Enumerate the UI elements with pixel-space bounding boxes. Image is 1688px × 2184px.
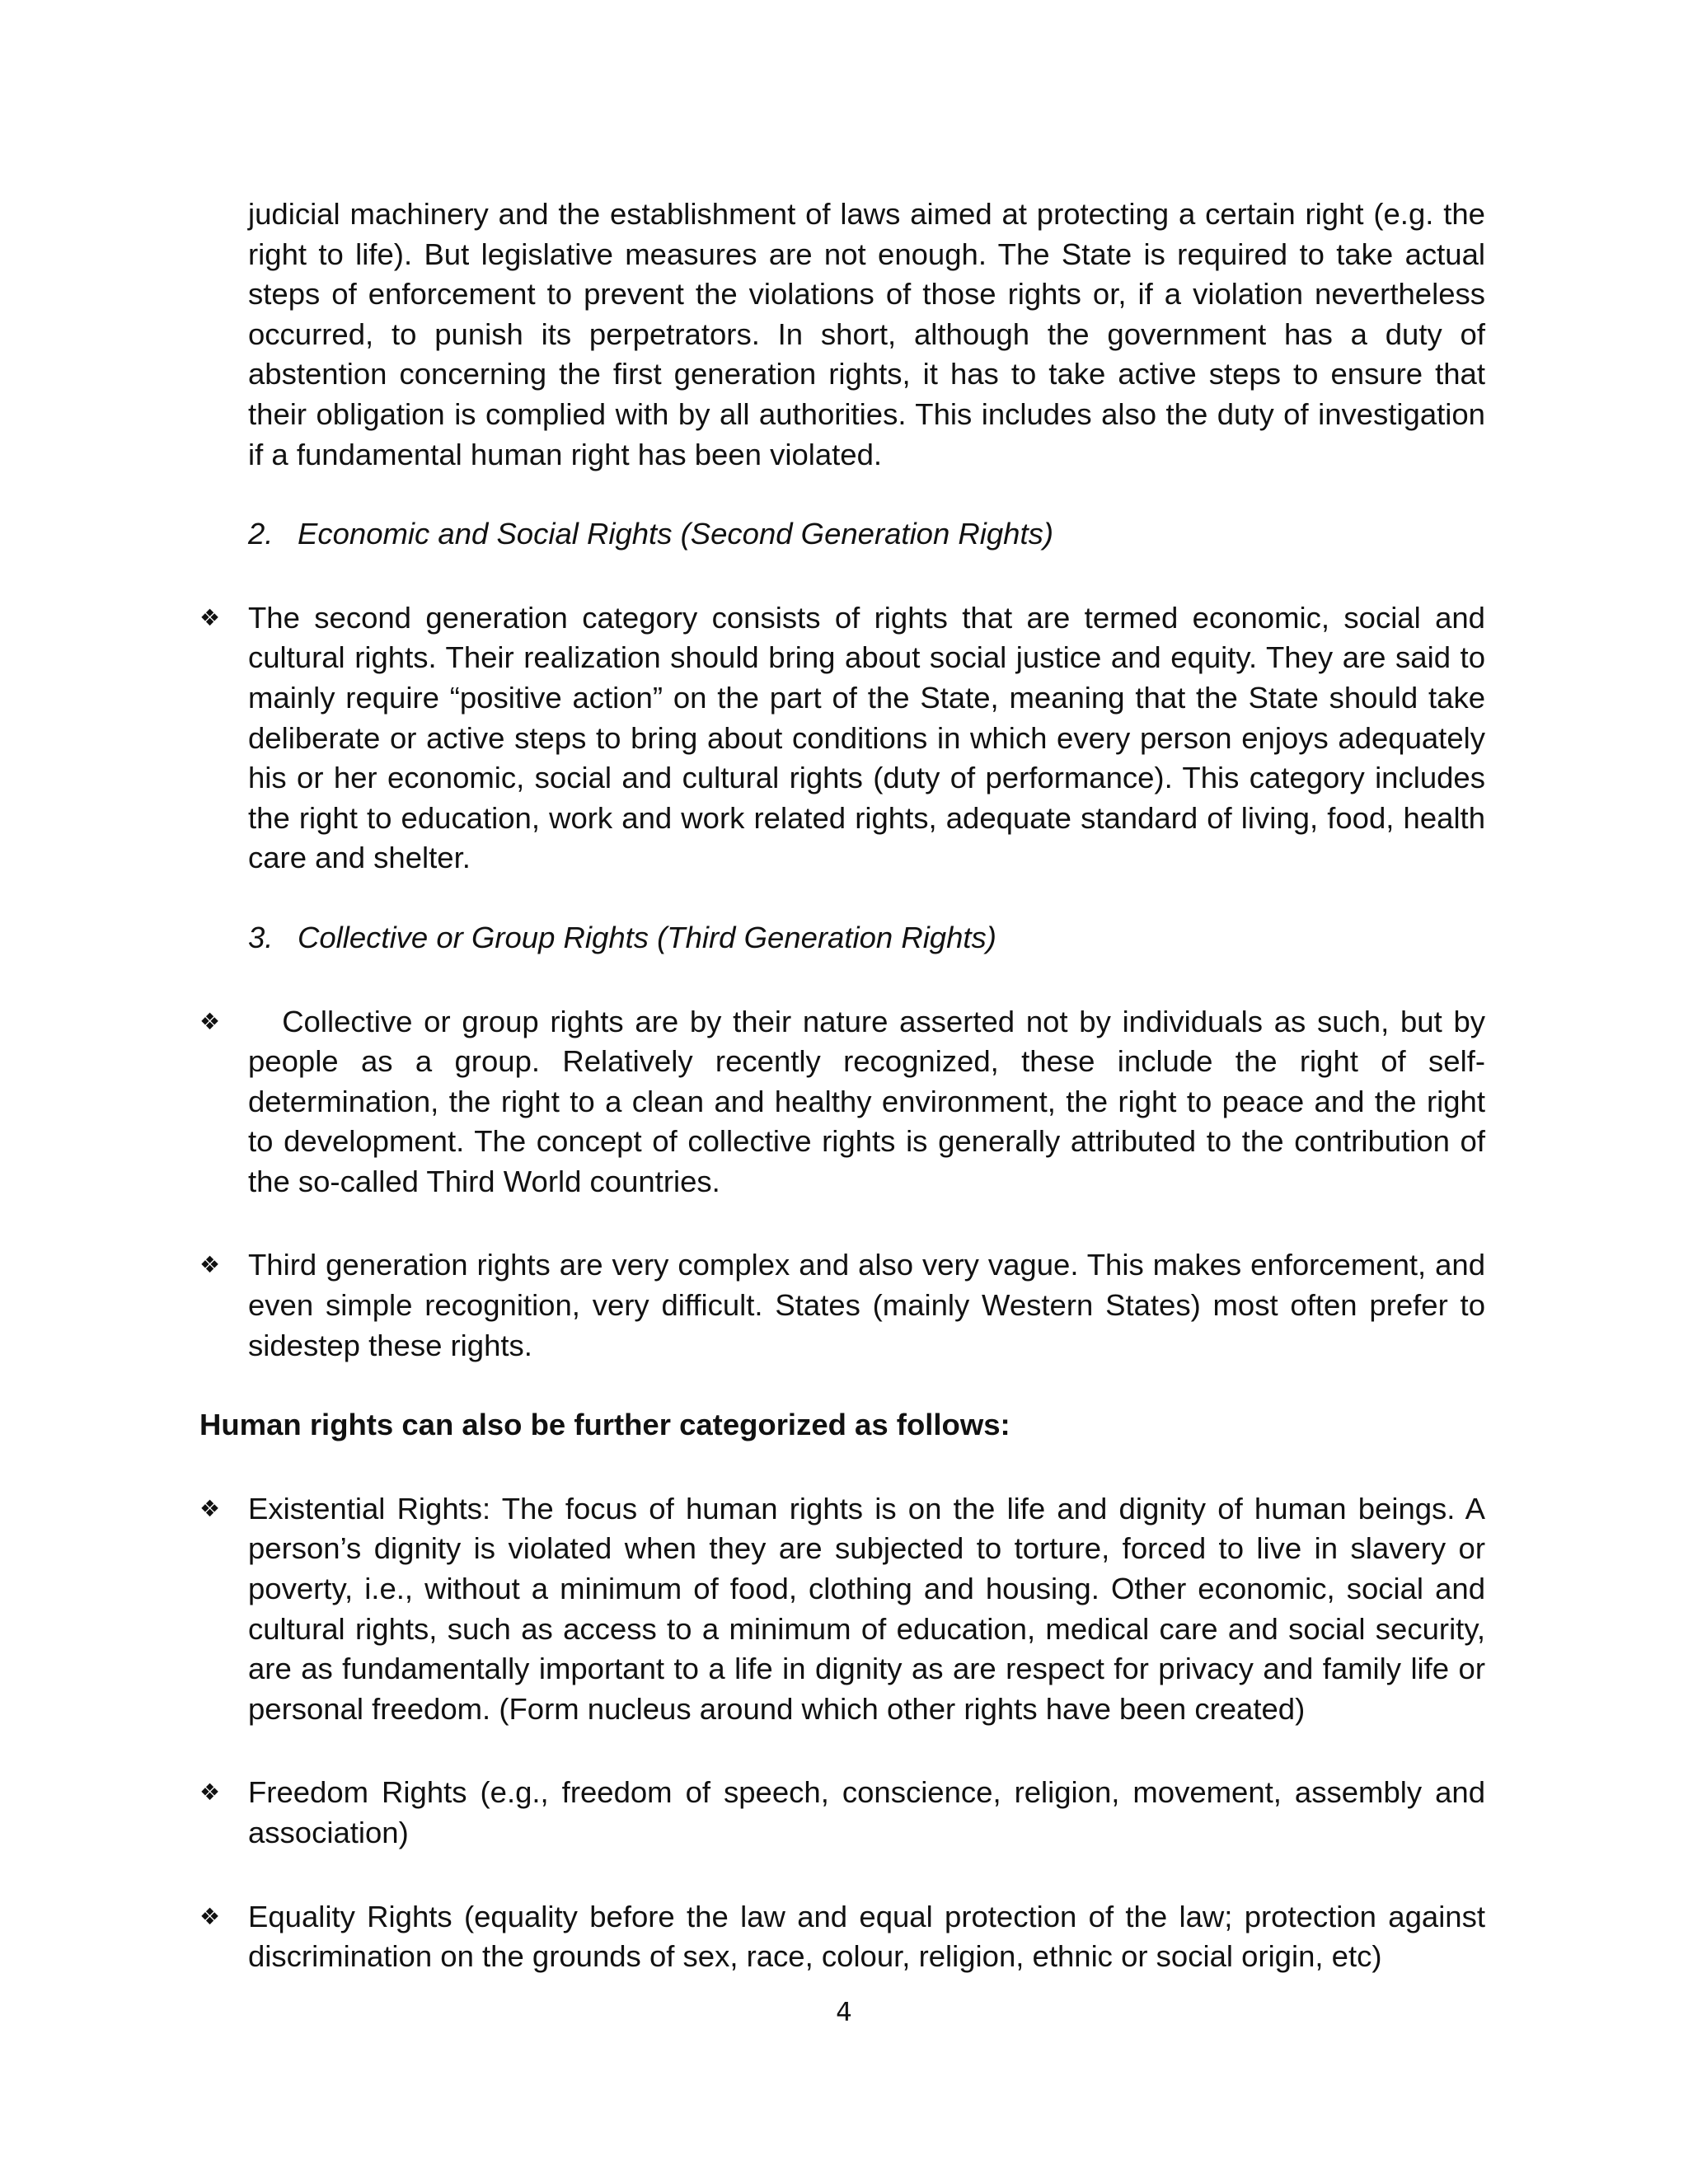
diamond-bullet-icon: ❖ xyxy=(199,1779,221,1807)
page-content xyxy=(199,194,1485,1977)
bullet-collective-rights xyxy=(199,1002,1485,1202)
diamond-bullet-icon: ❖ xyxy=(199,1494,221,1522)
bullet-existential-rights xyxy=(199,1489,1485,1730)
section-3-title: Collective or Group Rights (Third Generation Rights) xyxy=(298,920,996,954)
diamond-bullet-icon: ❖ xyxy=(199,1902,221,1930)
bullet-equality-rights xyxy=(199,1897,1485,1977)
section-3-number: 3. xyxy=(248,920,274,954)
diamond-bullet-icon: ❖ xyxy=(199,603,221,631)
bullet-text: Equality Rights (equality before the law and equal protection of the law; protection against discrimination on the grounds of sex, race, colour, religion, ethnic or social origin, etc) xyxy=(248,1899,1485,1974)
intro-paragraph: judicial machinery and the establishment of laws aimed at protecting a certain right (e.g. the right to life). But legislative measures are not enough. The State is required to take actual steps of enforcement to prevent the violations of those rights or, if a violation nevertheless occurred, to punish its perpetrators. In short, although the government has a duty of abstention concerning the first generation rights, it has to take active steps to ensure that their obligation is complied with by all authorities. This includes also the duty of investigation if a fundamental human right has been violated. xyxy=(248,197,1485,471)
diamond-bullet-icon: ❖ xyxy=(199,1251,221,1279)
section-2-heading xyxy=(199,514,1485,555)
bullet-text: The second generation category consists of rights that are termed economic, social and cultural rights. Their realization should bring about social justice and equity. They are said to mainly require “positive action” on the part of the State, meaning that the State should take deliberate or active steps to bring about conditions in which every person enjoys adequately his or her economic, social and cultural rights (duty of performance). This category includes the right to education, work and work related rights, adequate standard of living, food, health care and shelter. xyxy=(248,600,1485,875)
section-3-heading xyxy=(199,918,1485,958)
bullet-text: Freedom Rights (e.g., freedom of speech, conscience, religion, movement, assembly and association) xyxy=(248,1775,1485,1849)
section-2-title: Economic and Social Rights (Second Generation Rights) xyxy=(298,517,1054,551)
bullet-freedom-rights xyxy=(199,1773,1485,1853)
bullet-text: Collective or group rights are by their nature asserted not by individuals as such, but by people as a group. Relatively recently recognized, these include the right of self-determination, the right to a clean and healthy environment, the right to peace and the right to development. The concept of collective rights is generally attributed to the contribution of the so-called Third World countries. xyxy=(248,1004,1485,1198)
bullet-text: Existential Rights: The focus of human rights is on the life and dignity of human beings. A person’s dignity is violated when they are subjected to torture, forced to live in slavery or poverty, i.e., without a minimum of food, clothing and housing. Other economic, social and cultural rights, such as access to a minimum of education, medical care and social security, are as fundamentally important to a life in dignity as are respect for privacy and family life or personal freedom. (Form nucleus around which other rights have been created) xyxy=(248,1491,1485,1726)
page-number: 4 xyxy=(836,1998,852,2027)
bullet-text: Third generation rights are very complex and also very vague. This makes enforcement, and even simple recognition, very difficult. States (mainly Western States) most often prefer to sidestep these rights. xyxy=(248,1248,1485,1362)
section-2-number: 2. xyxy=(248,517,274,551)
bullet-second-generation xyxy=(199,598,1485,879)
bullet-third-generation xyxy=(199,1245,1485,1366)
diamond-bullet-icon: ❖ xyxy=(199,1007,221,1035)
categorization-heading: Human rights can also be further categorized as follows: xyxy=(199,1408,1010,1442)
